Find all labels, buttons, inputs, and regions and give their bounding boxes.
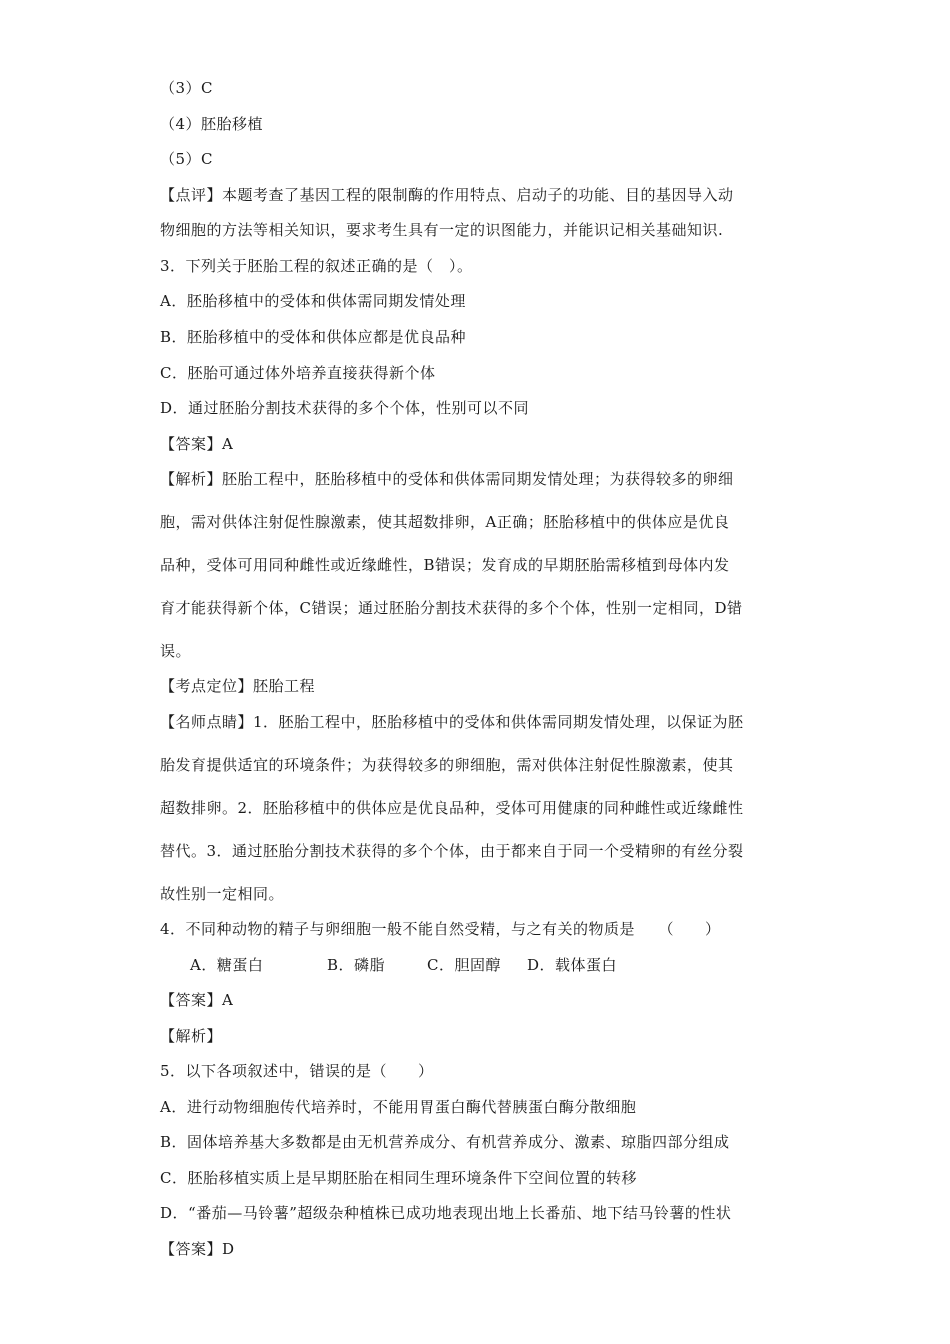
q5-option-d: D．“番茄—马铃薯”超级杂种植株已成功地表现出地上长番茄、地下结马铃薯的性状 (160, 1204, 732, 1222)
answer-line-5: （5）C (160, 150, 214, 168)
q3-option-c: C．胚胎可通过体外培养直接获得新个体 (160, 364, 436, 382)
q3-tips-line-4: 替代。3．通过胚胎分割技术获得的多个个体，由于都来自于同一个受精卵的有丝分裂 (160, 842, 744, 860)
q3-analysis-line-1: 【解析】胚胎工程中，胚胎移植中的受体和供体需同期发情处理；为获得较多的卵细 (160, 470, 734, 488)
question-4: 4．不同种动物的精子与卵细胞一般不能自然受精，与之有关的物质是 （ ） (160, 920, 721, 938)
q3-tips-line-2: 胎发育提供适宜的环境条件；为获得较多的卵细胞，需对供体注射促性腺激素，使其 (160, 756, 734, 774)
q3-analysis-line-4: 育才能获得新个体，C错误；通过胚胎分割技术获得的多个个体，性别一定相同，D错 (160, 599, 743, 617)
q5-option-a: A．进行动物细胞传代培养时，不能用胃蛋白酶代替胰蛋白酶分散细胞 (160, 1098, 637, 1116)
q3-analysis-line-3: 品种，受体可用同种雌性或近缘雌性，B错误；发育成的早期胚胎需移植到母体内发 (160, 556, 730, 574)
q4-option-c: C．胆固醇 (427, 956, 501, 974)
q5-option-b: B．固体培养基大多数都是由无机营养成分、有机营养成分、激素、琼脂四部分组成 (160, 1133, 730, 1151)
answer-line-4: （4）胚胎移植 (160, 115, 264, 133)
q3-answer: 【答案】A (160, 435, 234, 453)
comment-line-1: 【点评】本题考查了基因工程的限制酶的作用特点、启动子的功能、目的基因导入动 (160, 186, 734, 204)
q3-analysis-line-5: 误。 (160, 642, 192, 660)
q3-option-a: A．胚胎移植中的受体和供体需同期发情处理 (160, 292, 466, 310)
q4-analysis: 【解析】 (160, 1027, 223, 1045)
q4-option-d: D．载体蛋白 (527, 956, 618, 974)
q4-option-b: B．磷脂 (327, 956, 386, 974)
q3-option-b: B．胚胎移植中的受体和供体应都是优良品种 (160, 328, 467, 346)
comment-line-2: 物细胞的方法等相关知识，要求考生具有一定的识图能力，并能识记相关基础知识. (160, 221, 724, 239)
q3-tips-line-3: 超数排卵。2．胚胎移植中的供体应是优良品种，受体可用健康的同种雌性或近缘雌性 (160, 799, 744, 817)
question-5: 5．以下各项叙述中，错误的是（ ） (160, 1062, 434, 1080)
q3-tips-line-5: 故性别一定相同。 (160, 885, 285, 903)
q3-tips-line-1: 【名师点睛】1．胚胎工程中，胚胎移植中的受体和供体需同期发情处理，以保证为胚 (160, 713, 744, 731)
answer-line-3: （3）C (160, 79, 214, 97)
q4-options-row (190, 955, 617, 975)
q4-option-a: A．糖蛋白 (190, 956, 264, 974)
q5-answer: 【答案】D (160, 1240, 235, 1258)
q3-analysis-line-2: 胞，需对供体注射促性腺激素，使其超数排卵，A正确；胚胎移植中的供体应是优良 (160, 513, 730, 531)
q5-option-c: C．胚胎移植实质上是早期胚胎在相同生理环境条件下空间位置的转移 (160, 1169, 637, 1187)
q3-option-d: D．通过胚胎分割技术获得的多个个体，性别可以不同 (160, 399, 530, 417)
q4-answer: 【答案】A (160, 991, 234, 1009)
question-3: 3．下列关于胚胎工程的叙述正确的是（ ）。 (160, 257, 473, 275)
q3-exam-point: 【考点定位】胚胎工程 (160, 677, 316, 695)
